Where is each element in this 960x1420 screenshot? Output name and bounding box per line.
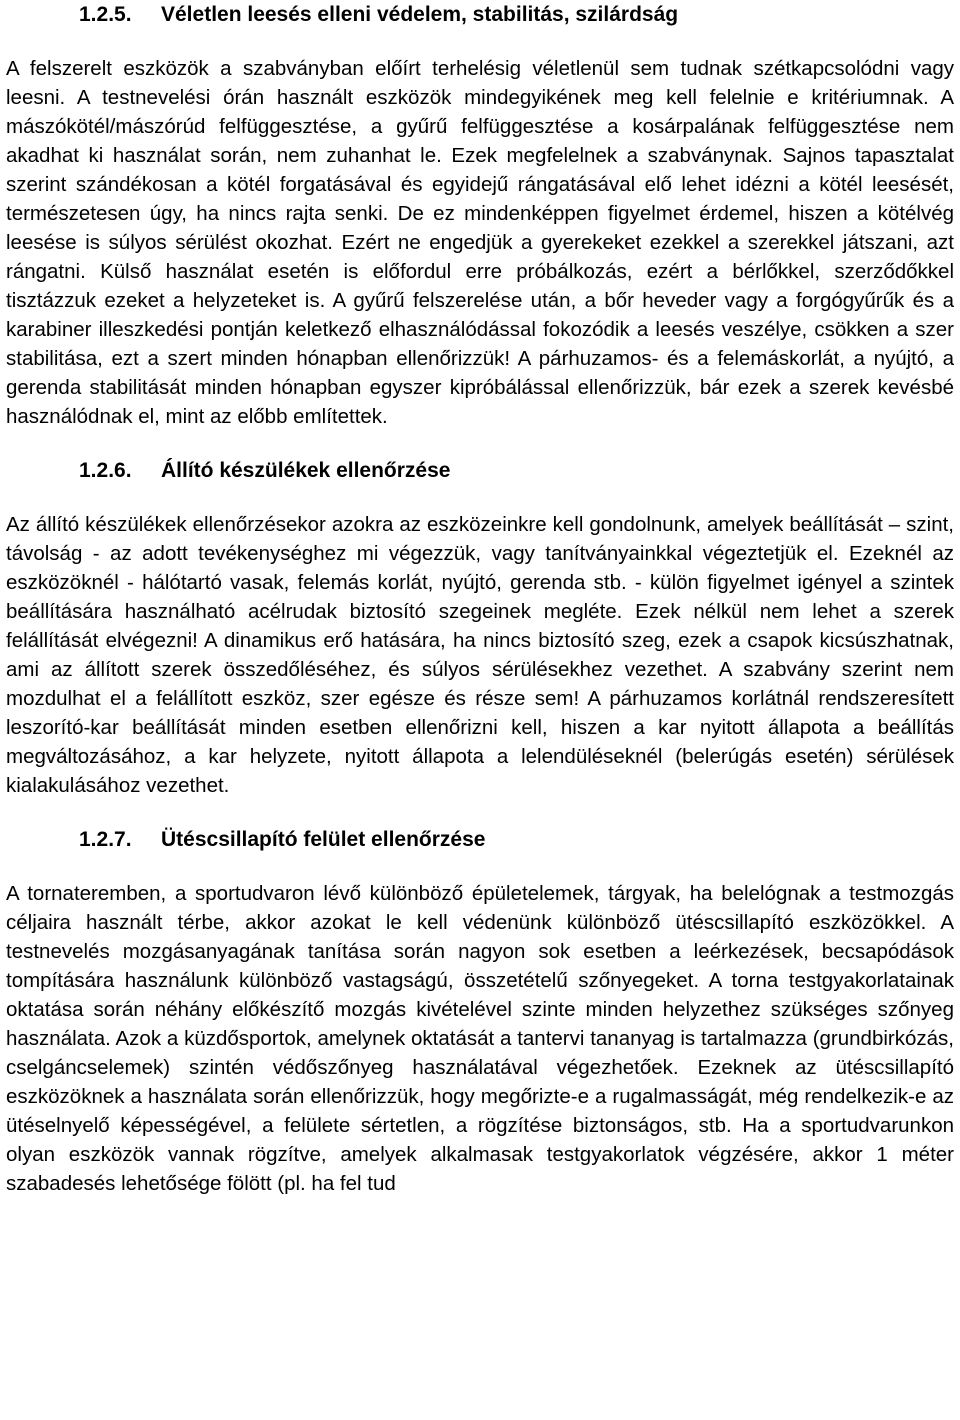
section-body-1-2-6: Az állító készülékek ellenőrzésekor azokra az eszközeinkre kell gondolnunk, amelyek beállítását – szint, távolság - az adott tevékenységhez mi végezzük, vagy tanítványainkkal végeztetjük el. Ezeknél az eszközöknél - hálótartó vasak, felemás korlát, nyújtó, gerenda stb. - külön figyelmet igényel a szintek beállítására használható acélrudak biztosító szegeinek megléte. Ezek nélkül nem lehet a szerek felállítását elvégezni! A dinamikus erő hatására, ha nincs biztosító szeg, ezek a csapok kicsúszhatnak, ami az állított szerek összedőléséhez, és súlyos sérülésekhez vezethet. A szabvány szerint nem mozdulhat el a felállított eszköz, szer egésze és része sem! A párhuzamos korlátnál rendszeresített leszorító-kar beállítását minden esetben ellenőrizni kell, hiszen a kar nyitott állapota a beállítás megváltozásához, a kar helyzete, nyitott állapota a lelendüléseknél (belerúgás esetén) sérülések kialakulásához vezethet.: [6, 513, 954, 797]
section-title: Állító készülékek ellenőrzése: [161, 459, 451, 482]
section-heading-1-2-6: [79, 456, 954, 485]
section-heading-1-2-5: [79, 0, 954, 29]
section-title: Véletlen leesés elleni védelem, stabilitás, szilárdság: [161, 3, 679, 26]
section-number: 1.2.7.: [79, 828, 132, 851]
section-number: 1.2.5.: [79, 3, 132, 26]
section-heading-1-2-7: [79, 825, 954, 854]
section-body-1-2-5: A felszerelt eszközök a szabványban előírt terhelésig véletlenül sem tudnak szétkapcsolódni vagy leesni. A testnevelési órán használt eszközök mindegyikének meg kell felelnie e kritériumnak. A mászókötél/mászórúd felfüggesztése, a gyűrű felfüggesztése a kosárpalának felfüggesztése nem akadhat ki használat során, nem zuhanhat le. Ezek megfelelnek a szabványnak. Sajnos tapasztalat szerint szándékosan a kötél forgatásával és egyidejű rángatásával elő lehet idézni a kötél leesését, természetesen úgy, ha nincs rajta senki. De ez mindenképpen figyelmet érdemel, hiszen a kötélvég leesése is súlyos sérülést okozhat. Ezért ne engedjük a gyerekeket ezekkel a szerekkel játszani, azt rángatni. Külső használat esetén is előfordul erre próbálkozás, ezért a bérlőkkel, szerződőkkel tisztázzuk ezeket a helyzeteket is. A gyűrű felszerelése után, a bőr heveder vagy a forgógyűrűk és a karabiner illeszkedési pontján keletkező elhasználódással fokozódik a leesés veszélye, csökken a szer stabilitása, ezt a szert minden hónapban ellenőrizzük! A párhuzamos- és a felemáskorlát, a nyújtó, a gerenda stabilitását minden hónapban egyszer kipróbálással ellenőrizzük, bár ezek a szerek kevésbé használódnak el, mint az előbb említettek.: [6, 57, 954, 428]
section-body-1-2-7: A tornateremben, a sportudvaron lévő különböző épületelemek, tárgyak, ha belelógnak a testmozgás céljaira használt térbe, akkor azokat le kell védenünk különböző ütéscsillapító eszközökkel. A testnevelés mozgásanyagának tanítása során nagyon sok esetben a leérkezések, becsapódások tompítására használunk különböző vastagságú, összetételű szőnyegeket. A torna testgyakorlatainak oktatása során néhány előkészítő mozgás kivételével szinte minden helyzethez szükséges szőnyeg használata. Azok a küzdősportok, amelynek oktatását a tantervi tananyag is tartalmazza (grundbirkózás, cselgáncselemek) szintén védőszőnyeg használatával végezhetőek. Ezeknek az ütéscsillapító eszközöknek a használata során ellenőrizzük, hogy megőrizte-e a rugalmasságát, még rendelkezik-e az ütéselnyelő képességével, a felülete sértetlen, a rögzítése biztonságos, stb. Ha a sportudvarunkon olyan eszközök vannak rögzítve, amelyek alkalmasak testgyakorlatok végzésére, akkor 1 méter szabadesés lehetősége fölött (pl. ha fel tud: [6, 882, 954, 1195]
section-title: Ütéscsillapító felület ellenőrzése: [161, 828, 486, 851]
section-number: 1.2.6.: [79, 459, 132, 482]
